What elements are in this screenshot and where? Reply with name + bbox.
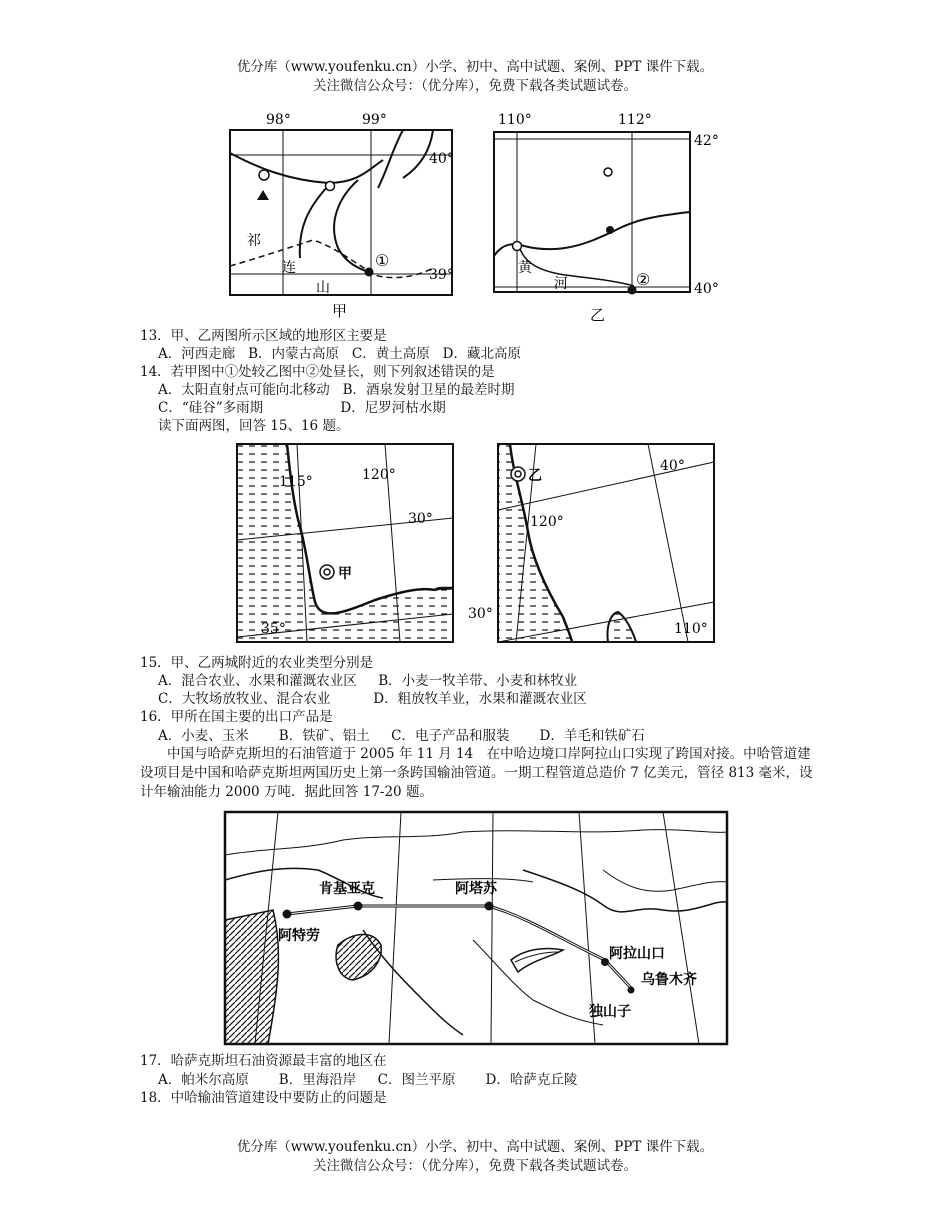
footer-line-2: 关注微信公众号：（优分库），免费下载各类试题试卷。	[313, 1158, 637, 1174]
q16-options: A．小麦、玉米 B．铁矿、铝土 C．电子产品和服装 D．羊毛和铁矿石	[158, 728, 645, 744]
label-35: 35°	[261, 621, 286, 637]
map-yi-westcoast	[468, 442, 718, 644]
label-110: 110°	[498, 112, 532, 128]
label-shan: 山	[316, 280, 330, 296]
q16-stem: 16．甲所在国主要的出口产品是	[140, 709, 333, 725]
page-footer	[0, 1138, 950, 1176]
label-112: 112°	[618, 112, 652, 128]
header-line-2: 关注微信公众号：（优分库），免费下载各类试题试卷。	[313, 78, 637, 94]
label-40c: 40°	[660, 458, 685, 474]
label-alashankou: 阿拉山口	[609, 946, 665, 962]
q14-options-1: A．太阳直射点可能向北移动 B．酒泉发射卫星的最差时期	[158, 382, 515, 398]
label-98: 98°	[266, 112, 291, 128]
q13-stem: 13．甲、乙两图所示区域的地形区主要是	[140, 328, 387, 344]
q13-options: A．河西走廊 B．内蒙古高原 C．黄土高原 D．藏北高原	[158, 346, 521, 362]
label-40: 40°	[429, 151, 454, 167]
label-atyrau: 阿特劳	[278, 928, 320, 944]
label-120: 120°	[362, 467, 396, 483]
label-99: 99°	[362, 112, 387, 128]
label-atasu: 阿塔苏	[455, 881, 497, 897]
label-kenkiyak: 肯基亚克	[319, 881, 375, 897]
header-line-1: 优分库（www.youfenku.cn）小学、初中、高中试题、案例、PPT 课件下载。	[236, 59, 714, 75]
footer-line-1: 优分库（www.youfenku.cn）小学、初中、高中试题、案例、PPT 课件下载。	[236, 1139, 714, 1155]
caption-yi: 乙	[590, 306, 606, 324]
q14-stem: 14．若甲图中①处较乙图中②处昼长，则下列叙述错误的是	[140, 364, 495, 380]
label-120b: 120°	[530, 514, 564, 530]
city-yi: 乙	[528, 468, 542, 484]
q15-options-1: A．混合农业、水果和灌溉农业区 B．小麦一牧羊带、小麦和林牧业	[158, 673, 578, 689]
label-42: 42°	[694, 133, 719, 149]
q14-options-2: C．“硅谷”多雨期 D．尼罗河枯水期	[158, 400, 446, 416]
label-110b: 110°	[674, 621, 708, 637]
label-30: 30°	[408, 511, 433, 527]
label-30b: 30°	[468, 606, 493, 622]
map-jia-hexi	[218, 108, 468, 324]
map-yi-yellow-river	[484, 108, 740, 324]
label-115: 115°	[279, 474, 313, 490]
map-pipeline	[223, 810, 729, 1046]
label-lian: 连	[282, 260, 296, 276]
label-urumqi: 乌鲁木齐	[641, 972, 697, 988]
label-huang: 黄	[518, 260, 532, 276]
q18-stem: 18．中哈输油管道建设中要防止的问题是	[140, 1090, 387, 1106]
q17-options: A．帕米尔高原 B．里海沿岸 C．图兰平原 D．哈萨克丘陵	[158, 1072, 578, 1088]
q15-options-2: C．大牧场放牧业、混合农业 D．粗放牧羊业，水果和灌溉农业区	[158, 691, 587, 707]
label-qi: 祁	[247, 233, 261, 249]
q17-stem: 17．哈萨克斯坦石油资源最丰富的地区在	[140, 1053, 387, 1069]
label-dushanzi: 独山子	[589, 1004, 631, 1020]
pipeline-passage: 中国与哈萨克斯坦的石油管道于 2005 年 11 月 14 在中哈边境口岸阿拉山口实现了跨国对接。中哈管道建设项目是中国和哈萨克斯坦两国历史上第一条跨国输油管道。一期工程管道总造价 7 亿美元，管径 813 毫米，设计年输油能力 2000 万吨．据此回答 17-20 题。	[140, 746, 813, 800]
marker-2: ②	[636, 270, 651, 289]
map-jia-australia	[235, 442, 455, 644]
city-jia: 甲	[338, 566, 352, 582]
marker-1: ①	[375, 251, 390, 270]
intro-15-16: 读下面两图，回答 15、16 题。	[158, 418, 350, 434]
q15-stem: 15．甲、乙两城附近的农业类型分别是	[140, 655, 374, 671]
label-he: 河	[554, 276, 568, 292]
caption-jia: 甲	[332, 302, 348, 320]
label-39: 39°	[429, 267, 454, 283]
page-header	[0, 58, 950, 96]
label-40b: 40°	[694, 281, 719, 297]
